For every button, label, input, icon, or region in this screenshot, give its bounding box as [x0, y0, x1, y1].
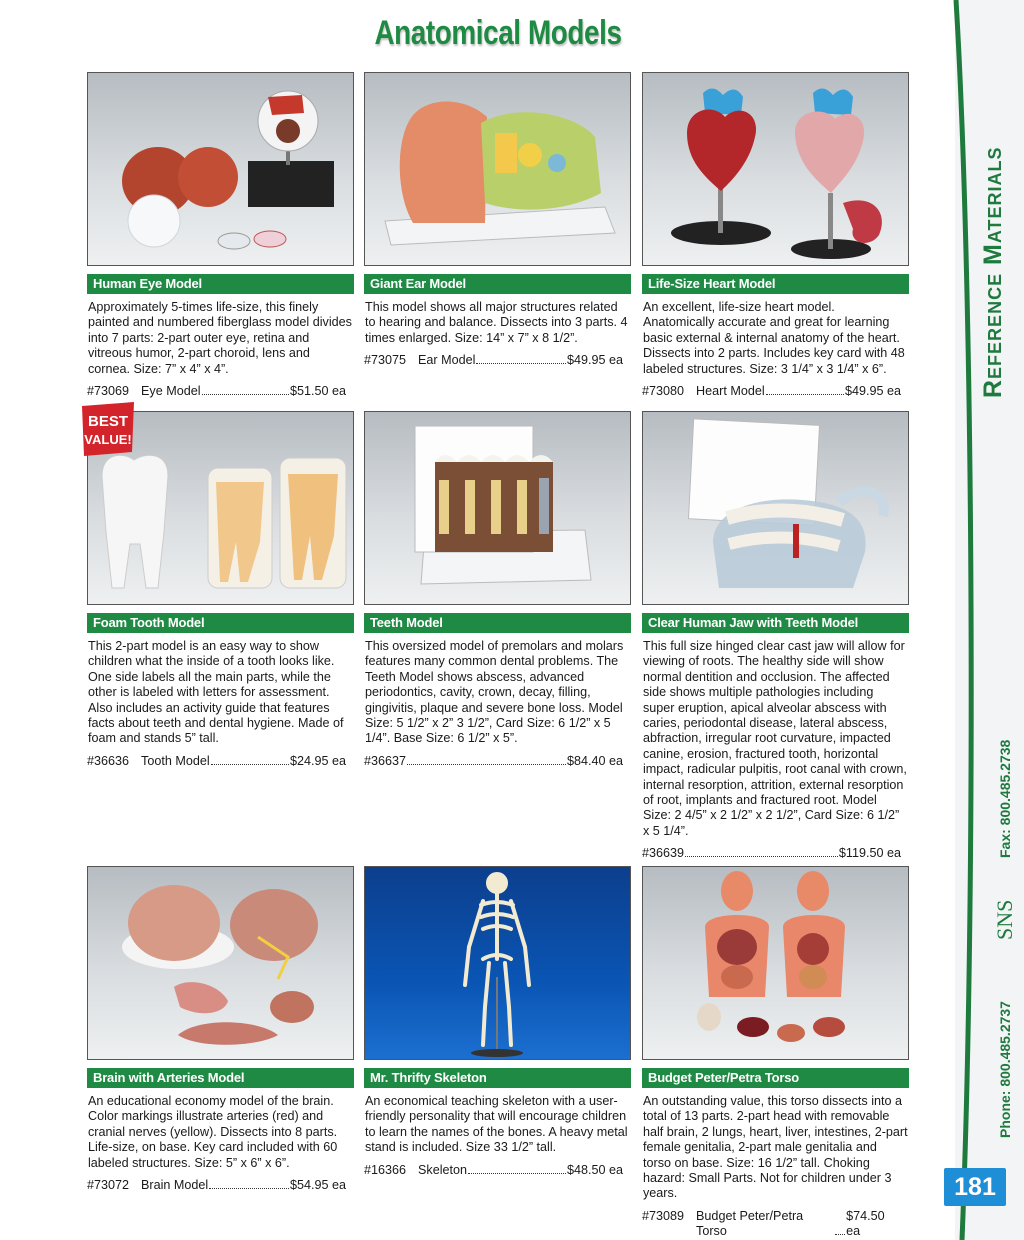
product-photo-teeth-model	[364, 411, 631, 605]
product-photo-skeleton	[364, 866, 631, 1060]
product-card	[642, 72, 909, 399]
product-description: An educational economy model of the brain. Color markings illustrate arteries (red) and cranial nerves (yellow). Dissects into 8 parts. Life-size, on base. Key card included with 60 labeled structures. Size: 5” x 6” x 6”.	[88, 1094, 338, 1170]
order-line	[364, 754, 631, 769]
product-card	[364, 866, 631, 1178]
product-price: $49.95 ea	[844, 384, 901, 399]
product-description: Approximately 5-times life-size, this finely painted and numbered fiberglass model divides into 7 parts: 2-part outer eye, retina and vitreous humor, 2-part choroid, lens and cornea. Size: 7” x 4” x 4”.	[88, 300, 352, 376]
product-sku: #16366	[364, 1162, 407, 1177]
product-price: $84.40 ea	[566, 753, 623, 768]
product-sku: #73080	[642, 384, 685, 399]
product-photo-eye-model	[87, 72, 354, 266]
product-name: Life-Size Heart Model	[642, 274, 909, 294]
leader-dots	[211, 754, 289, 765]
leader-dots	[407, 754, 566, 765]
order-line	[364, 353, 631, 368]
leader-dots	[476, 353, 566, 364]
product-item-name: Eye Model	[141, 384, 201, 399]
product-item-name: Budget Peter/Petra Torso	[696, 1208, 804, 1238]
product-name: Brain with Arteries Model	[87, 1068, 354, 1088]
product-name: Budget Peter/Petra Torso	[642, 1068, 909, 1088]
leader-dots	[468, 1163, 566, 1174]
product-name: Teeth Model	[364, 613, 631, 633]
product-description: This model shows all major structures related to hearing and balance. Dissects into 3 parts. 4 times enlarged. Size: 14” x 7” x 8 1/2”.	[365, 300, 628, 345]
product-sku: #73072	[87, 1178, 130, 1193]
product-item-name: Heart Model	[696, 384, 765, 399]
badge-line1: BEST	[87, 413, 129, 430]
product-price: $74.50 ea	[846, 1208, 885, 1238]
order-line	[642, 1209, 909, 1239]
product-name: Foam Tooth Model	[87, 613, 354, 633]
product-photo-brain-model	[87, 866, 354, 1060]
product-description: An excellent, life-size heart model. Anatomically accurate and great for learning basic external & internal anatomy of the heart. Dissects into 2 parts. Includes key card with 48 labeled structures. Size: 3 1/4” x 3 1/4” x 6”.	[643, 300, 905, 376]
product-sku: #73089	[642, 1208, 685, 1223]
order-line	[364, 1163, 631, 1178]
product-photo-jaw-model	[642, 411, 909, 605]
product-card	[87, 866, 354, 1193]
leader-dots	[685, 846, 838, 857]
order-line	[87, 754, 354, 769]
product-card	[642, 866, 909, 1239]
product-card	[87, 72, 354, 399]
product-price: $119.50 ea	[838, 846, 901, 861]
product-price: $49.95 ea	[566, 353, 623, 368]
leader-dots	[209, 1178, 289, 1189]
page-number: 181	[944, 1168, 1006, 1206]
product-photo-torso-model	[642, 866, 909, 1060]
product-name: Clear Human Jaw with Teeth Model	[642, 613, 909, 633]
product-description: This oversized model of premolars and molars features many common dental problems. The Teeth Model shows abscess, advanced periodontics, cavity, crown, decay, filling, gingivitis, plaque and severe bone loss. Model Size: 5 1/2” x 2” 3 1/2”, Card Size: 6 1/2” x 5 1/4”. Base Size: 6 1/2” x 5”.	[365, 639, 624, 746]
product-description: This 2-part model is an easy way to show children what the inside of a tooth looks like. One side labels all the main parts, while the other is labeled with letters for assessment. Also includes an activity guide that features facts about teeth and dental hygiene. Made of foam and stands 5” tall.	[88, 639, 344, 746]
brand-logo: SNS	[992, 899, 1017, 940]
product-item-name: Ear Model	[418, 353, 476, 368]
phone-number: Phone: 800.485.2737	[997, 1001, 1013, 1138]
badge-line2: VALUE!	[84, 432, 132, 447]
product-description: An economical teaching skeleton with a user-friendly personality that will encourage children to learn the names of the bones. A heavy metal stand is included. Size 33 1/2” tall.	[365, 1094, 628, 1155]
product-sku: #73069	[87, 384, 130, 399]
product-sku: #73075	[364, 353, 407, 368]
product-card	[87, 411, 354, 769]
product-price: $54.95 ea	[289, 1178, 346, 1193]
product-price: $51.50 ea	[289, 384, 346, 399]
leader-dots	[766, 384, 844, 395]
order-line	[87, 1178, 354, 1193]
product-sku: #36637	[364, 753, 407, 768]
fax-number: Fax: 800.485.2738	[997, 739, 1013, 858]
product-card	[642, 411, 909, 861]
order-line	[642, 384, 909, 399]
product-name: Mr. Thrifty Skeleton	[364, 1068, 631, 1088]
product-name: Giant Ear Model	[364, 274, 631, 294]
product-photo-ear-model	[364, 72, 631, 266]
leader-dots	[835, 1209, 845, 1235]
product-item-name: Tooth Model	[141, 753, 210, 768]
product-sku: #36636	[87, 753, 130, 768]
product-card	[364, 411, 631, 769]
product-sku: #36639	[642, 846, 685, 861]
order-line	[642, 846, 909, 861]
leader-dots	[202, 384, 289, 395]
product-card	[364, 72, 631, 368]
product-photo-heart-model	[642, 72, 909, 266]
product-description: An outstanding value, this torso dissects into a total of 13 parts. 2-part head with removable half brain, 2 lungs, heart, liver, intestines, 2-part female genitalia, 2-part male genitalia and torso on base. Size: 16 1/2” tall. Choking hazard: Small Parts. Not for children under 3 years.	[643, 1094, 908, 1201]
order-line	[87, 384, 354, 399]
product-price: $24.95 ea	[289, 753, 346, 768]
page-title: Anatomical Models	[374, 14, 622, 52]
product-name: Human Eye Model	[87, 274, 354, 294]
best-value-badge	[80, 402, 136, 456]
product-item-name: Skeleton	[418, 1162, 468, 1177]
product-description: This full size hinged clear cast jaw will allow for viewing of roots. The healthy side will show normal dentition and occlusion. The affected side shows multiple pathologies including super eruption, apical alveolar abscess with caries, periodontal disease, lateral abscess, abfraction, irregular root curvature, impacted canine, erosion, fractured tooth, horizontal impact, radicular pulpitis, root canal with crown, internal resorption, attrition, external resorption of root, implants and fractured root. Model Size: 2 4/5” x 2 1/2” x 2 1/2”, Card Size: 6 1/2” x 5 1/4”.	[643, 639, 907, 838]
product-item-name: Brain Model	[141, 1178, 209, 1193]
section-title: Reference Materials	[979, 146, 1007, 398]
product-price: $48.50 ea	[566, 1162, 623, 1177]
